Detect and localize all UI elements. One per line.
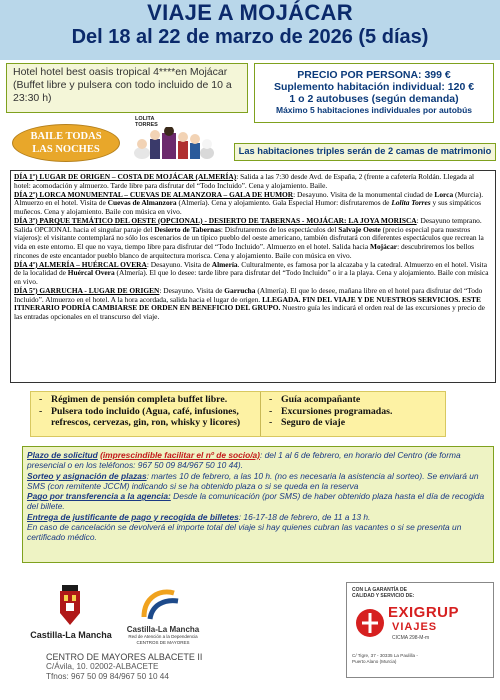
footer-center-name: CENTRO DE MAYORES ALBACETE II (46, 652, 203, 662)
sponsor-caption-2: CALIDAD Y SERVICIO DE: (352, 593, 415, 599)
dance-badge (12, 124, 120, 162)
exigrup-license: CICMA 298-M-m (392, 635, 430, 641)
payment-info: Pago por transferencia a la agencia: Desde la comunicación (por SMS) de haber obtenido plaza hasta el día de recogida del billete. (27, 491, 485, 512)
exigrup-address-2: Puerto Alano (Murcia) (352, 659, 397, 664)
footer-phones: Tfnos: 967 50 09 84/967 50 10 44 (46, 672, 169, 682)
service-item: - Seguro de viaje (269, 417, 441, 429)
page-title: VIAJE A MOJÁCAR (147, 0, 353, 25)
buses-note: 1 o 2 autobuses (según demanda) (289, 93, 459, 105)
price-per-person: PRECIO POR PERSONA: 399 € (297, 69, 451, 81)
itinerary-box (10, 170, 496, 383)
services-left-column (31, 392, 261, 436)
application-period: Plazo de solicitud (imprescindible facilitar el nº de socio/a): del 1 al 6 de febrero, en horario del Centro (de forma presencial o en los teléfonos: 967 50 09 84/967 50 10 44). (27, 450, 461, 471)
exigrup-logo (352, 603, 488, 647)
draw-info: Sorteo y asignación de plazas: martes 10 de febrero, a las 10 h. (no es necesaria la asistencia al sorteo). Se enviará un SMS (con remitente JCCM) indicando si se ha obtenido plaza o si se queda en la reserva (27, 470, 479, 491)
dance-badge-line1: BAILE TODAS (30, 131, 102, 142)
services-right-column (261, 392, 445, 436)
hotel-text: Hotel hotel best oasis tropical 4****en Mojácar (Buffet libre y pulsera con todo incluido de 10 a 23:30 h) (13, 66, 232, 104)
exigrup-emblem-icon (354, 603, 384, 643)
centro-mayores-sub1: Red de Atención a la Dependencia (128, 634, 198, 639)
itinerary-day-1: DÍA 1º) LUGAR DE ORIGEN – COSTA DE MOJÁCAR (ALMERÍA): Salida a las 7:30 desde Avd. de España, 2 (frente a cafetería Roldán. Llegada al hotel: acomodación y almuerzo. Tarde libre para disfrutar del “Todo Incluido”. Cena y alojamiento. Baile. (14, 172, 475, 190)
itinerary-day-5: DÍA 5º) GARRUCHA - LUGAR DE ORIGEN: Desayuno. Visita de Garrucha (Almería). El que lo desee, mañana libre en el hotel para disfrutar del “Todo Incluido”. Almuerzo en el hotel. A la hora acordada, salida hacia el lugar de origen. LLEGADA. FIN DEL VIAJE Y DE NUESTROS SERVICIOS. ESTE ITINERARIO PODRÍA CAMBIARSE DE ORDEN EN BENEFICIO DEL GRUPO. Nuestro guía les indicará el orden real de las excursiones y precio de las entradas opcionales en el transcurso del viaje. (14, 285, 485, 321)
dance-badge-line2: LAS NOCHES (32, 144, 100, 155)
trip-dates: Del 18 al 22 de marzo de 2026 (5 días) (71, 26, 429, 48)
exigrup-address-1: C/ Tigre, 37 - 30335 La Paulilla - (352, 653, 418, 658)
header-banner (0, 0, 500, 60)
included-services (30, 391, 446, 437)
itinerary-day-2: DÍA 2º) LORCA MONUMENTAL – CUEVAS DE ALMANZORA – GALA DE HUMOR: Desayuno. Visita de la monumental ciudad de Lorca (Murcia). Almuerzo en el hotel. Visita de Cuevas de Almanzora (Almería). Cena y alojamiento. Gala Especial Humor: disfrutaremos de Lolita Torres y sus simpáticos muñecos. Cena y alojamiento. Baile con música en vivo. (14, 189, 484, 216)
centro-mayores-label: Castilla-La Mancha Red de Atención a la Dependencia CENTROS DE MAYORES (118, 625, 208, 646)
ticket-pickup-info: Entrega de justificante de pago y recogida de billetes: 16-17-18 de febrero, de 11 a 13 h. (27, 511, 371, 522)
single-rooms-limit: Máximo 5 habitaciones individuales por autobús (275, 105, 472, 115)
lolita-label-line1: LOLITA (135, 116, 155, 122)
centro-mayores-sub2: CENTROS DE MAYORES (136, 640, 190, 645)
footer-contact (46, 652, 202, 683)
lolita-label-line2: TORRES (135, 122, 158, 128)
triple-rooms-text: Las habitaciones triples serán de 2 camas de matrimonio (238, 146, 492, 156)
castilla-la-mancha-crest-icon (36, 583, 104, 629)
itinerary-day-3: DÍA 3º) PARQUE TEMÁTICO DEL OESTE (OPCIONAL) - DESIERTO DE TABERNAS - MOJÁCAR: LA JOYA MORISCA: Desayuno temprano. Salida OPCIONAL hacia el singular paraje del Desierto de Tabernas: Disfrutaremos de los espectáculos del Salvaje Oeste (precio especial para nuestros viajeros): el visitante contemplará no sólo los escenarios de un típico pueblo del oeste americano, también disfrutará con diferentes espectáculos que recrean la vida en este entorno. El que no vaya, tiempo libre para disfrutar del “Todo Incluido”. Almuerzo en el hotel. Salida hacia Mojácar: descubriremos los bellos rincones de este encantador pueblo blanco de arquitectura morisca. Cena y alojamiento. Baile con música en vivo. (14, 215, 484, 260)
service-item: - Excursiones programadas. (269, 406, 441, 418)
single-supplement: Suplemento habitación individual: 120 € (273, 81, 475, 93)
castilla-la-mancha-label: Castilla-La Mancha (30, 630, 112, 640)
centro-mayores-logo-icon (130, 583, 192, 623)
triple-rooms-note (234, 143, 496, 161)
application-info-box (22, 446, 494, 563)
hotel-box (6, 63, 248, 113)
exigrup-brand: EXIGRUP (388, 604, 460, 621)
service-item: - Régimen de pensión completa buffet libre. (39, 394, 256, 406)
sponsor-caption-1: CON LA GARANTÍA DE (352, 587, 407, 593)
puppets-photo (132, 127, 216, 159)
exigrup-viajes: VIAJES (392, 621, 438, 633)
service-item: - Pulsera todo incluido (Agua, café, infusiones, refrescos, cervezas, gin, ron, whisky y licores) (39, 406, 256, 429)
price-box (254, 63, 494, 123)
itinerary-day-4: DÍA 4º) ALMERÍA – HUÉRCAL OVERA: Desayuno. Visita de Almería. Culturalmente, es famosa por la alcazaba y la catedral. Almuerzo en el hotel. Visita de la localidad de Huércal Overa (Almería). El que lo desee: tarde libre para disfrutar del “Todo Incluido” o ir a la playa. Cena y alojamiento. Baile con música en vivo. (14, 259, 489, 286)
cancellation-info: En caso de cancelación se devolverá el importe total del viaje si hay quienes cubran las vacantes o si se presenta un certificado médico. (27, 522, 462, 543)
footer-address: C/Ávila, 10. 02002-ALBACETE (46, 662, 159, 672)
travel-agency-box (346, 582, 494, 678)
service-item: - Guía acompañante (269, 394, 441, 406)
